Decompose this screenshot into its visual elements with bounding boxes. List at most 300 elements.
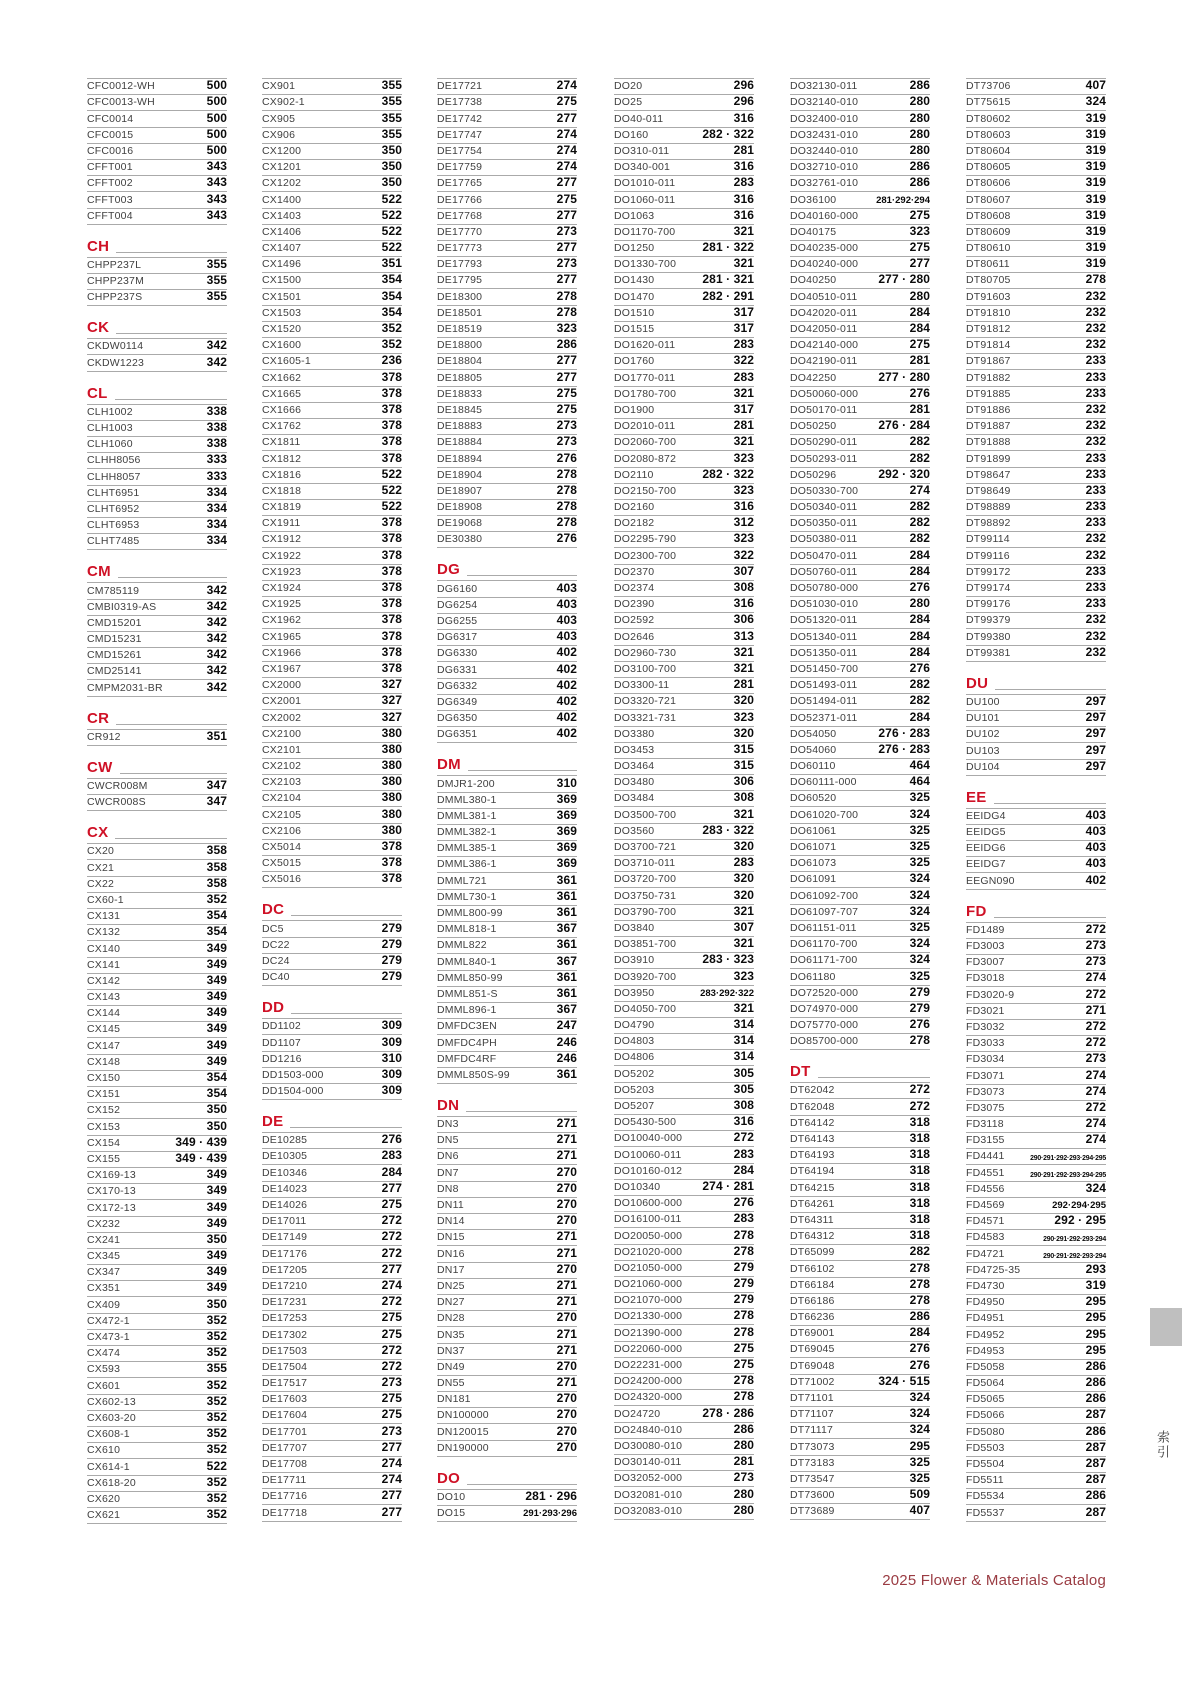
part-number: CX1406 <box>262 225 302 238</box>
page-reference: 321 <box>733 256 754 271</box>
page-reference: 276 <box>381 1132 402 1147</box>
index-entry <box>262 710 402 726</box>
index-entry <box>966 1311 1106 1327</box>
section-header-DO <box>437 1457 577 1489</box>
page-reference: 275 <box>381 1197 402 1211</box>
index-entry <box>790 872 930 888</box>
index-entry <box>614 937 754 953</box>
page-reference: 354 <box>381 304 402 319</box>
part-number: DE14023 <box>262 1182 308 1195</box>
page-reference: 277 <box>556 175 577 190</box>
page-reference: 233 <box>1085 466 1106 481</box>
part-number: CLH1003 <box>87 422 133 434</box>
index-entry-list <box>87 729 227 746</box>
part-number: CX154 <box>87 1136 121 1149</box>
part-number: FD3032 <box>966 1020 1005 1033</box>
index-entry <box>790 419 930 435</box>
page-reference: 380 <box>381 725 402 740</box>
part-number: DE17742 <box>437 112 483 125</box>
page-reference: 275 <box>733 1340 754 1355</box>
part-number: CX1496 <box>262 258 302 271</box>
index-entry <box>262 1473 402 1489</box>
part-number: DN8 <box>437 1182 459 1195</box>
page-reference: 274 <box>1085 1083 1106 1098</box>
page-reference: 369 <box>556 856 577 871</box>
part-number: DO4050-700 <box>614 1002 677 1015</box>
page-reference: 278 <box>556 466 577 481</box>
page-reference: 349 <box>206 1215 227 1230</box>
page-reference: 309 <box>381 1034 402 1049</box>
part-number: DE18805 <box>437 371 483 384</box>
index-entry <box>437 1295 577 1311</box>
page-reference: 275 <box>556 94 577 109</box>
index-entry <box>614 241 754 257</box>
page-reference: 315 <box>733 741 754 756</box>
part-number: DE17231 <box>262 1296 308 1309</box>
index-entry <box>790 856 930 872</box>
index-entry <box>87 453 227 469</box>
page-reference: 233 <box>1085 369 1106 384</box>
section-header-DU <box>966 662 1106 694</box>
index-entry <box>262 759 402 775</box>
index-entry <box>87 860 227 876</box>
part-number: CX5014 <box>262 841 302 853</box>
index-entry <box>966 435 1106 451</box>
part-number: CLHH8056 <box>87 454 141 467</box>
part-number: DO2960-730 <box>614 646 677 659</box>
page-reference: 282 <box>909 677 930 692</box>
part-number: CMD25141 <box>87 665 142 678</box>
part-number: CX473-1 <box>87 1331 130 1343</box>
index-entry <box>966 1230 1106 1246</box>
part-number: DE17716 <box>262 1490 308 1503</box>
index-entry <box>966 468 1106 484</box>
part-number: DU104 <box>966 760 1000 773</box>
index-entry <box>966 1068 1106 1084</box>
index-entry <box>262 209 402 225</box>
part-number: DO3950 <box>614 986 655 999</box>
page-reference: 342 <box>206 582 227 597</box>
page-reference: 271 <box>556 1375 577 1390</box>
page-reference: 319 <box>1085 207 1106 222</box>
index-entry <box>262 1165 402 1181</box>
part-number: FD4953 <box>966 1344 1005 1357</box>
index-entry <box>87 1492 227 1508</box>
part-number: CWCR008S <box>87 796 146 809</box>
part-number: FD4441 <box>966 1150 1005 1163</box>
footer-text: 2025 Flower & Materials Catalog <box>882 1572 1106 1589</box>
page-reference: 246 <box>556 1050 577 1065</box>
page-reference: 271 <box>556 1116 577 1131</box>
page-reference: 354 <box>381 272 402 287</box>
part-number: CX2100 <box>262 727 302 740</box>
part-number: DO50060-000 <box>790 387 859 400</box>
index-entry <box>262 791 402 807</box>
index-entry <box>87 1136 227 1152</box>
index-entry <box>262 548 402 564</box>
index-entry <box>87 128 227 144</box>
index-entry <box>437 873 577 889</box>
page-reference: 354 <box>206 1070 227 1084</box>
index-entry <box>790 791 930 807</box>
index-entry <box>790 727 930 743</box>
page-reference: 333 <box>206 468 227 483</box>
page-reference: 296 <box>733 78 754 93</box>
part-number: CFFT004 <box>87 209 133 222</box>
index-entry <box>790 1180 930 1196</box>
page-reference: 278 <box>556 515 577 530</box>
index-entry <box>437 695 577 711</box>
part-number: DO1470 <box>614 290 655 303</box>
index-entry <box>262 241 402 257</box>
part-number: DE17011 <box>262 1215 307 1228</box>
page-reference: 378 <box>381 871 402 886</box>
part-number: DT80611 <box>966 258 1010 271</box>
index-entry <box>437 1133 577 1149</box>
index-entry <box>262 1489 402 1505</box>
page-reference: 278 <box>556 499 577 514</box>
part-number: EEIDG4 <box>966 809 1006 822</box>
page-reference: 270 <box>556 1407 577 1422</box>
part-number: DT80607 <box>966 193 1011 206</box>
part-number: DT71107 <box>790 1408 834 1421</box>
part-number: CX614-1 <box>87 1460 130 1473</box>
part-number: FD4951 <box>966 1312 1005 1325</box>
part-number: DE18519 <box>437 323 483 335</box>
index-entry <box>790 111 930 127</box>
part-number: DO160 <box>614 128 649 141</box>
page-reference: 378 <box>381 547 402 562</box>
page-reference: 464 <box>909 774 930 789</box>
page-reference: 349 <box>206 1005 227 1020</box>
page-reference: 355 <box>381 126 402 141</box>
part-number: DO54060 <box>790 743 837 756</box>
index-entry <box>614 1164 754 1180</box>
part-number: DO32052-000 <box>614 1472 683 1485</box>
index-entry <box>437 1214 577 1230</box>
page-reference: 272 <box>1085 1018 1106 1033</box>
index-entry <box>437 1360 577 1376</box>
page-reference: 323 <box>733 968 754 983</box>
index-entry <box>790 484 930 500</box>
page-reference: 318 <box>909 1131 930 1145</box>
part-number: CKDW0114 <box>87 340 144 353</box>
page-reference: 233 <box>1085 596 1106 611</box>
index-entry <box>262 938 402 954</box>
part-number: DT91814 <box>966 339 1011 352</box>
section-header-EE <box>966 776 1106 808</box>
index-entry <box>614 1066 754 1082</box>
page-reference: 321 <box>733 1000 754 1015</box>
page-reference: 314 <box>733 1049 754 1064</box>
index-entry <box>87 405 227 421</box>
index-entry <box>437 1246 577 1262</box>
page-reference: 352 <box>206 1490 227 1505</box>
index-entry <box>87 1233 227 1249</box>
part-number: DO32761-010 <box>790 177 859 190</box>
index-entry <box>437 971 577 987</box>
index-entry <box>790 241 930 257</box>
part-number: DN37 <box>437 1344 465 1357</box>
index-entry <box>437 598 577 614</box>
page-reference: 354 <box>206 924 227 939</box>
page-reference: 274 <box>1085 970 1106 985</box>
page-reference: 323 <box>556 321 577 335</box>
page-reference: 402 <box>556 677 577 692</box>
part-number: DO72520-000 <box>790 986 859 999</box>
page-reference: 278 <box>733 1227 754 1242</box>
index-entry <box>262 370 402 386</box>
part-number: DE17754 <box>437 144 483 157</box>
page-reference: 281 <box>909 353 930 368</box>
page-reference: 277 <box>556 207 577 222</box>
part-number: CX1400 <box>262 193 302 206</box>
page-reference: 321 <box>733 223 754 238</box>
part-number: DT73706 <box>966 80 1011 93</box>
part-number: DO61170-700 <box>790 938 858 951</box>
index-entry <box>966 1408 1106 1424</box>
index-entry <box>966 727 1106 743</box>
index-entry <box>87 95 227 111</box>
index-entry <box>87 160 227 176</box>
page-reference: 349 <box>206 1167 227 1182</box>
part-number: CX1665 <box>262 387 302 400</box>
page-reference: 309 <box>381 1083 402 1098</box>
index-entry-list <box>87 404 227 551</box>
index-entry <box>966 532 1106 548</box>
page-reference: 352 <box>206 1345 227 1360</box>
part-number: DN49 <box>437 1360 465 1373</box>
section-header-label: CK <box>87 319 110 337</box>
index-entry <box>614 791 754 807</box>
part-number: DO60111-000 <box>790 776 857 789</box>
index-entry <box>790 743 930 759</box>
page-reference: 273 <box>556 434 577 449</box>
part-number: DO3710-011 <box>614 857 676 870</box>
part-number: CX2002 <box>262 711 302 724</box>
index-entry <box>437 144 577 160</box>
index-entry <box>437 1263 577 1279</box>
index-entry <box>614 548 754 564</box>
index-entry <box>966 1295 1106 1311</box>
page-reference: 275 <box>556 191 577 206</box>
page-reference: 286 <box>909 1309 930 1324</box>
page-reference: 297 <box>1085 710 1106 725</box>
index-entry <box>614 387 754 403</box>
part-number: CM785119 <box>87 584 140 597</box>
index-entry <box>87 1411 227 1427</box>
page-reference: 352 <box>206 1442 227 1457</box>
part-number: DT69048 <box>790 1359 835 1372</box>
part-number: DO2110 <box>614 468 654 481</box>
part-number: CX1500 <box>262 274 302 287</box>
part-number: FD3020-9 <box>966 988 1015 1001</box>
index-entry <box>790 144 930 160</box>
page-reference: 282 · 322 <box>702 126 754 141</box>
page-reference: 378 <box>381 580 402 594</box>
part-number: DO5202 <box>614 1067 655 1080</box>
part-number: DMML730-1 <box>437 890 497 903</box>
part-number: DO32130-011 <box>790 80 858 93</box>
part-number: DE17721 <box>437 80 483 93</box>
part-number: CX2106 <box>262 824 302 837</box>
index-entry <box>614 678 754 694</box>
index-entry <box>614 1504 754 1520</box>
page-reference: 347 <box>206 778 227 792</box>
page-reference: 236 <box>381 353 402 368</box>
index-entry <box>262 95 402 111</box>
page-reference: 295 <box>1085 1294 1106 1309</box>
page-reference: 284 <box>909 628 930 643</box>
page-reference: 343 <box>206 207 227 222</box>
part-number: CX2105 <box>262 808 302 821</box>
part-number: DT98892 <box>966 517 1011 530</box>
index-entry <box>966 548 1106 564</box>
index-entry <box>262 1263 402 1279</box>
index-entry <box>790 257 930 273</box>
page-reference: 500 <box>206 110 227 125</box>
index-entry <box>87 1297 227 1313</box>
page-reference: 270 <box>556 1358 577 1373</box>
part-number: DT66236 <box>790 1311 835 1324</box>
part-number: DO5207 <box>614 1100 655 1112</box>
index-entry <box>966 646 1106 662</box>
page-reference: 307 <box>733 919 754 934</box>
index-entry <box>87 502 227 518</box>
page-reference: 324 <box>1085 1180 1106 1195</box>
part-number: DO30080-010 <box>614 1439 683 1452</box>
index-entry <box>966 354 1106 370</box>
page-reference: 352 <box>206 1426 227 1441</box>
part-number: DO1010-011 <box>614 177 676 190</box>
page-reference: 278 <box>909 1260 930 1275</box>
index-entry <box>437 484 577 500</box>
part-number: DO20 <box>614 80 643 93</box>
section-header-label: DO <box>437 1469 461 1487</box>
page-reference: 308 <box>733 580 754 594</box>
index-entry <box>790 435 930 451</box>
index-entry <box>437 419 577 435</box>
page-reference: 271 <box>556 1342 577 1357</box>
part-number: CX351 <box>87 1282 121 1295</box>
index-entry <box>790 888 930 904</box>
part-number: CMBI0319-AS <box>87 600 157 613</box>
part-number: DO3321-731 <box>614 711 677 724</box>
part-number: DD1504-000 <box>262 1085 324 1098</box>
part-number: DT64194 <box>790 1165 835 1178</box>
page-reference: 361 <box>556 985 577 1000</box>
index-entry <box>966 809 1106 825</box>
index-entry <box>790 1278 930 1294</box>
page-reference: 350 <box>206 1296 227 1311</box>
part-number: DO3464 <box>614 760 655 773</box>
part-number: DT71117 <box>790 1424 834 1437</box>
part-number: DO3560 <box>614 824 655 837</box>
index-entry <box>87 274 227 290</box>
index-column-5 <box>790 78 930 1520</box>
part-number: DO1620-011 <box>614 339 676 352</box>
part-number: DT80606 <box>966 177 1011 190</box>
part-number: CX1201 <box>262 161 302 174</box>
index-entry <box>966 419 1106 435</box>
page-reference: 318 <box>909 1228 930 1243</box>
page-reference: 378 <box>381 369 402 384</box>
part-number: DE18300 <box>437 290 483 303</box>
page-reference: 273 <box>733 1470 754 1485</box>
part-number: DE19068 <box>437 517 483 530</box>
page-reference: 272 <box>381 1213 402 1228</box>
page-reference: 325 <box>909 1454 930 1469</box>
index-entry <box>262 1214 402 1230</box>
index-entry <box>262 565 402 581</box>
index-entry <box>966 289 1106 305</box>
page-reference: 320 <box>733 887 754 902</box>
page-reference: 522 <box>381 191 402 206</box>
page-reference: 284 <box>909 1325 930 1340</box>
page-reference: 286 <box>1085 1488 1106 1503</box>
part-number: CX170-13 <box>87 1185 136 1198</box>
part-number: CR912 <box>87 730 121 743</box>
section-header-label: CM <box>87 563 111 581</box>
part-number: DO61073 <box>790 857 837 870</box>
index-entry <box>87 1314 227 1330</box>
section-header-label: DU <box>966 674 989 692</box>
section-header-label: DC <box>262 901 285 919</box>
index-entry <box>437 451 577 467</box>
page-reference: 355 <box>206 289 227 304</box>
index-entry <box>262 225 402 241</box>
index-entry <box>614 694 754 710</box>
part-number: DO3453 <box>614 743 655 756</box>
page-reference: 278 <box>733 1389 754 1404</box>
index-entry <box>614 597 754 613</box>
part-number: DO3750-731 <box>614 889 677 902</box>
page-reference: 286 <box>1085 1423 1106 1438</box>
section-header-CH <box>87 225 227 257</box>
index-entry <box>437 225 577 241</box>
section-header-CR <box>87 697 227 729</box>
index-entry <box>614 225 754 241</box>
part-number: DT91886 <box>966 403 1011 416</box>
part-number: CX1924 <box>262 582 302 594</box>
page-reference: 310 <box>381 1050 402 1065</box>
part-number: DE17149 <box>262 1231 308 1244</box>
page-reference: 279 <box>909 984 930 999</box>
index-entry <box>966 825 1106 841</box>
page-reference: 232 <box>1085 644 1106 659</box>
index-entry <box>790 516 930 532</box>
part-number: DG6255 <box>437 615 478 627</box>
part-number: DO1250 <box>614 242 655 255</box>
part-number: CMD15231 <box>87 633 142 646</box>
part-number: CX1501 <box>262 290 302 303</box>
index-entry <box>87 1217 227 1233</box>
part-number: DO3790-700 <box>614 905 677 918</box>
page-reference: 321 <box>733 644 754 659</box>
page-reference: 334 <box>206 533 227 548</box>
index-entry <box>614 743 754 759</box>
index-entry <box>262 1052 402 1068</box>
page-reference: 321 <box>733 385 754 400</box>
index-entry <box>790 95 930 111</box>
page-reference: 287 <box>1085 1504 1106 1519</box>
page-reference: 403 <box>556 596 577 611</box>
index-entry <box>262 1230 402 1246</box>
index-entry <box>790 646 930 662</box>
index-entry <box>966 1036 1106 1052</box>
page-reference: 522 <box>381 466 402 481</box>
index-entry <box>87 290 227 306</box>
